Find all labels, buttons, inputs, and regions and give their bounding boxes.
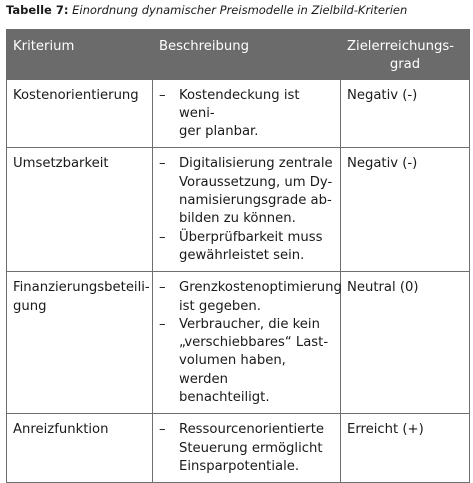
- list-item: [159, 155, 334, 228]
- item-line: bilden zu können.: [179, 211, 296, 227]
- list-item: [159, 316, 334, 407]
- cell-kriterium: [7, 272, 153, 414]
- caption-text: Einordnung dynamischer Preismodelle in Zielbild-Kriterien: [72, 3, 408, 17]
- header-kriterium: Kriterium: [7, 30, 153, 80]
- item-line: Voraussetzung, um Dy-: [179, 174, 333, 190]
- item-line: – Digitalisierung zentrale: [179, 156, 333, 172]
- cell-beschreibung: [153, 272, 341, 414]
- kriterium-line: Kostenorientierung: [13, 87, 139, 103]
- list-item: [159, 87, 334, 142]
- table-caption: [6, 3, 407, 17]
- table-row: [7, 148, 470, 272]
- item-line: ger planbar.: [179, 124, 259, 140]
- item-line: benachteiligt.: [179, 390, 270, 406]
- beschreibung-list: [159, 87, 334, 142]
- beschreibung-list: [159, 279, 342, 407]
- item-line: „verschiebbares“ Last-: [179, 335, 329, 351]
- item-line: namisierungsgrade ab-: [179, 193, 332, 209]
- header-zielerreichung-line1: Zielerreichungs-: [347, 39, 455, 54]
- table-row: [7, 272, 470, 414]
- item-line: Steuerung ermöglicht: [179, 440, 323, 456]
- cell-beschreibung: [153, 414, 341, 483]
- header-zielerreichung-line2: grad: [389, 57, 421, 73]
- kriterium-line: Umsetzbarkeit: [13, 156, 109, 172]
- cell-grad: Erreicht (+): [341, 414, 470, 483]
- item-line: – Ressourcenorientierte: [179, 422, 324, 438]
- criteria-table: [6, 29, 470, 483]
- item-line: – Kostendeckung ist weni-: [179, 87, 300, 121]
- cell-beschreibung: [153, 79, 341, 148]
- list-item: [159, 421, 334, 476]
- table-row: [7, 414, 470, 483]
- item-line: gewährleistet sein.: [179, 247, 305, 263]
- caption-label: Tabelle 7:: [6, 3, 69, 17]
- cell-beschreibung: [153, 148, 341, 272]
- kriterium-line: Finanzierungsbeteili-: [13, 280, 150, 296]
- item-line: – Verbraucher, die kein: [179, 316, 320, 332]
- cell-kriterium: [7, 148, 153, 272]
- item-line: volumen haben, werden: [179, 353, 286, 387]
- cell-grad: Neutral (0): [341, 272, 470, 414]
- cell-kriterium: [7, 79, 153, 148]
- item-line: – Überprüfbarkeit muss: [179, 229, 323, 245]
- kriterium-line: gung: [13, 298, 47, 314]
- cell-grad: Negativ (-): [341, 148, 470, 272]
- header-row: [7, 30, 470, 80]
- item-line: Einsparpotentiale.: [179, 458, 300, 474]
- list-item: [159, 279, 342, 316]
- header-beschreibung: Beschreibung: [153, 30, 341, 80]
- item-line: – Grenzkostenoptimierung: [179, 280, 342, 296]
- kriterium-line: Anreizfunktion: [13, 422, 109, 438]
- beschreibung-list: [159, 155, 334, 265]
- table-row: [7, 79, 470, 148]
- cell-kriterium: [7, 414, 153, 483]
- cell-grad: Negativ (-): [341, 79, 470, 148]
- beschreibung-list: [159, 421, 334, 476]
- list-item: [159, 229, 334, 266]
- item-line: ist gegeben.: [179, 298, 261, 314]
- header-zielerreichungsgrad: [341, 30, 470, 80]
